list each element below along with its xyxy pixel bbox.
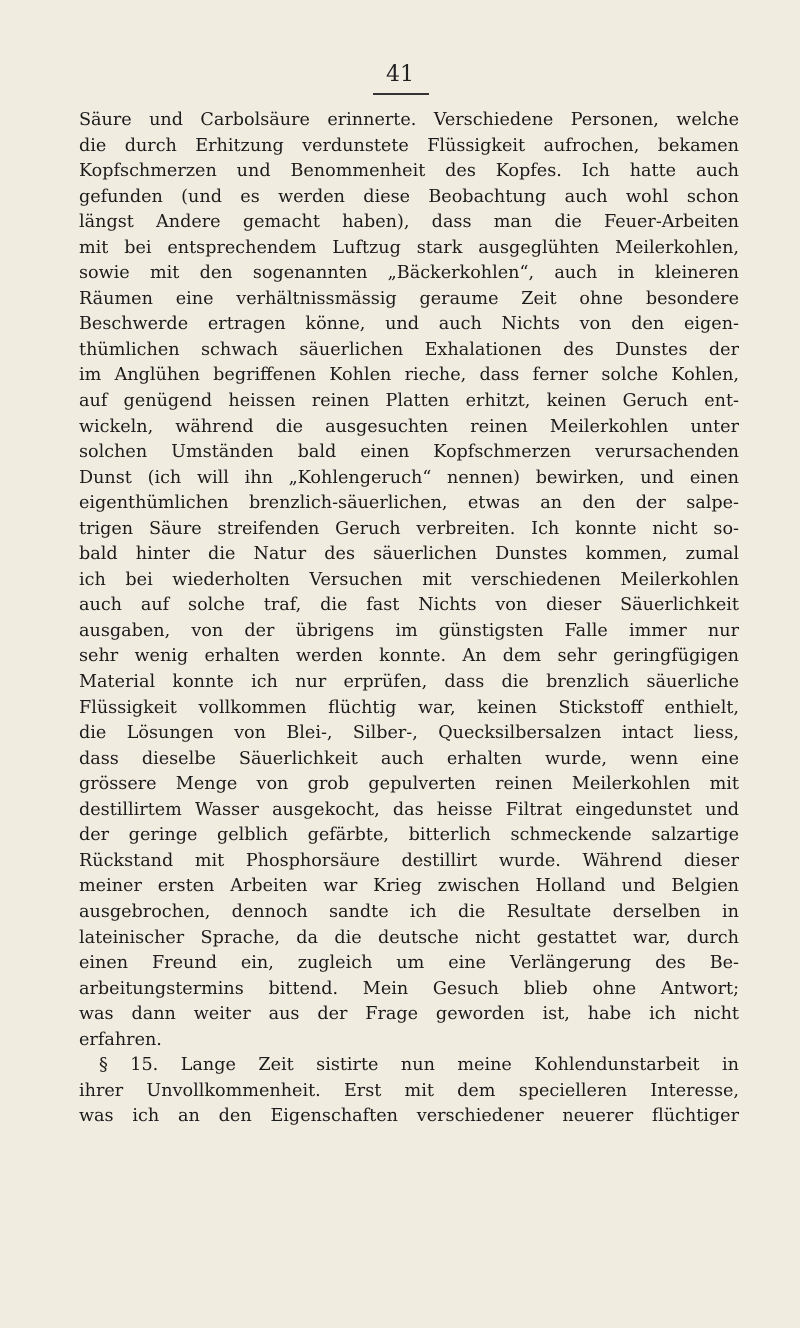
text-line: Dunst (ich will ihn „Kohlengeruch“ nennen) bewirken, und einen (79, 467, 739, 488)
text-line: wickeln, während die ausgesuchten reinen Meilerkohlen unter (79, 416, 739, 437)
text-line: thümlichen schwach säuerlichen Exhalationen des Dunstes der (79, 339, 739, 360)
text-line: ich bei wiederholten Versuchen mit verschiedenen Meilerkohlen (79, 569, 739, 590)
text-line: auch auf solche traf, die fast Nichts von dieser Säuerlichkeit (79, 595, 739, 616)
text-line: Säure und Carbolsäure erinnerte. Verschiedene Personen, welche (79, 110, 739, 130)
text-line: mit bei entsprechendem Luftzug stark ausgeglühten Meilerkohlen, (79, 237, 739, 258)
text-line: meiner ersten Arbeiten war Krieg zwischen Holland und Belgien (79, 876, 739, 897)
text-line: Material konnte ich nur erprüfen, dass die brenzlich säuerliche (79, 672, 739, 693)
text-line: destillirtem Wasser ausgekocht, das heisse Filtrat eingedunstet und (79, 799, 739, 820)
text-line: trigen Säure streifenden Geruch verbreiten. Ich konnte nicht so- (79, 518, 739, 539)
text-line: dass dieselbe Säuerlichkeit auch erhalten wurde, wenn eine (79, 748, 739, 769)
text-line: ausgebrochen, dennoch sandte ich die Resultate derselben in (79, 901, 739, 922)
text-line: was dann weiter aus der Frage geworden ist, habe ich nicht (79, 1004, 739, 1025)
text-line: auf genügend heissen reinen Platten erhitzt, keinen Geruch ent- (79, 391, 739, 412)
text-line: die Lösungen von Blei-, Silber-, Quecksilbersalzen intact liess, (79, 723, 739, 744)
text-line: ihrer Unvollkommenheit. Erst mit dem specielleren Interesse, (79, 1080, 739, 1101)
body-text (79, 108, 739, 1130)
text-line: erfahren. (79, 1029, 162, 1050)
text-line: Rückstand mit Phosphorsäure destillirt wurde. Während dieser (79, 850, 739, 871)
text-line: eigenthümlichen brenzlich-säuerlichen, etwas an den der salpe- (79, 493, 739, 514)
text-line: der geringe gelblich gefärbte, bitterlich schmeckende salzartige (79, 825, 739, 846)
text-line: bald hinter die Natur des säuerlichen Dunstes kommen, zumal (79, 544, 739, 565)
text-line: im Anglühen begriffenen Kohlen rieche, dass ferner solche Kohlen, (79, 365, 739, 386)
text-line: gefunden (und es werden diese Beobachtung auch wohl schon (79, 186, 739, 207)
page-number: 41 (386, 62, 414, 87)
text-line: längst Andere gemacht haben), dass man die Feuer-Arbeiten (79, 212, 739, 233)
text-line: Räumen eine verhältnissmässig geraume Zeit ohne besondere (79, 288, 739, 309)
text-line: grössere Menge von grob gepulverten reinen Meilerkohlen mit (79, 774, 739, 795)
page-number-rule (373, 93, 429, 95)
text-line: die durch Erhitzung verdunstete Flüssigkeit aufrochen, bekamen (79, 135, 739, 156)
text-line: Beschwerde ertragen könne, und auch Nichts von den eigen- (79, 314, 739, 335)
text-line: Kopfschmerzen und Benommenheit des Kopfes. Ich hatte auch (79, 161, 739, 182)
text-line: § 15. Lange Zeit sistirte nun meine Kohlendunstarbeit in (99, 1055, 739, 1076)
text-line: solchen Umständen bald einen Kopfschmerzen verursachenden (79, 442, 739, 463)
text-line: lateinischer Sprache, da die deutsche nicht gestattet war, durch (79, 927, 739, 948)
text-line: was ich an den Eigenschaften verschiedener neuerer flüchtiger (79, 1106, 739, 1127)
text-line: einen Freund ein, zugleich um eine Verlängerung des Be- (79, 953, 739, 974)
text-line: sehr wenig erhalten werden konnte. An dem sehr geringfügigen (79, 646, 739, 667)
text-line: arbeitungstermins bittend. Mein Gesuch blieb ohne Antwort; (79, 978, 739, 999)
text-line: sowie mit den sogenannten „Bäckerkohlen“, auch in kleineren (79, 263, 739, 284)
text-line: Flüssigkeit vollkommen flüchtig war, keinen Stickstoff enthielt, (79, 697, 739, 718)
text-line: ausgaben, von der übrigens im günstigsten Falle immer nur (79, 620, 739, 641)
